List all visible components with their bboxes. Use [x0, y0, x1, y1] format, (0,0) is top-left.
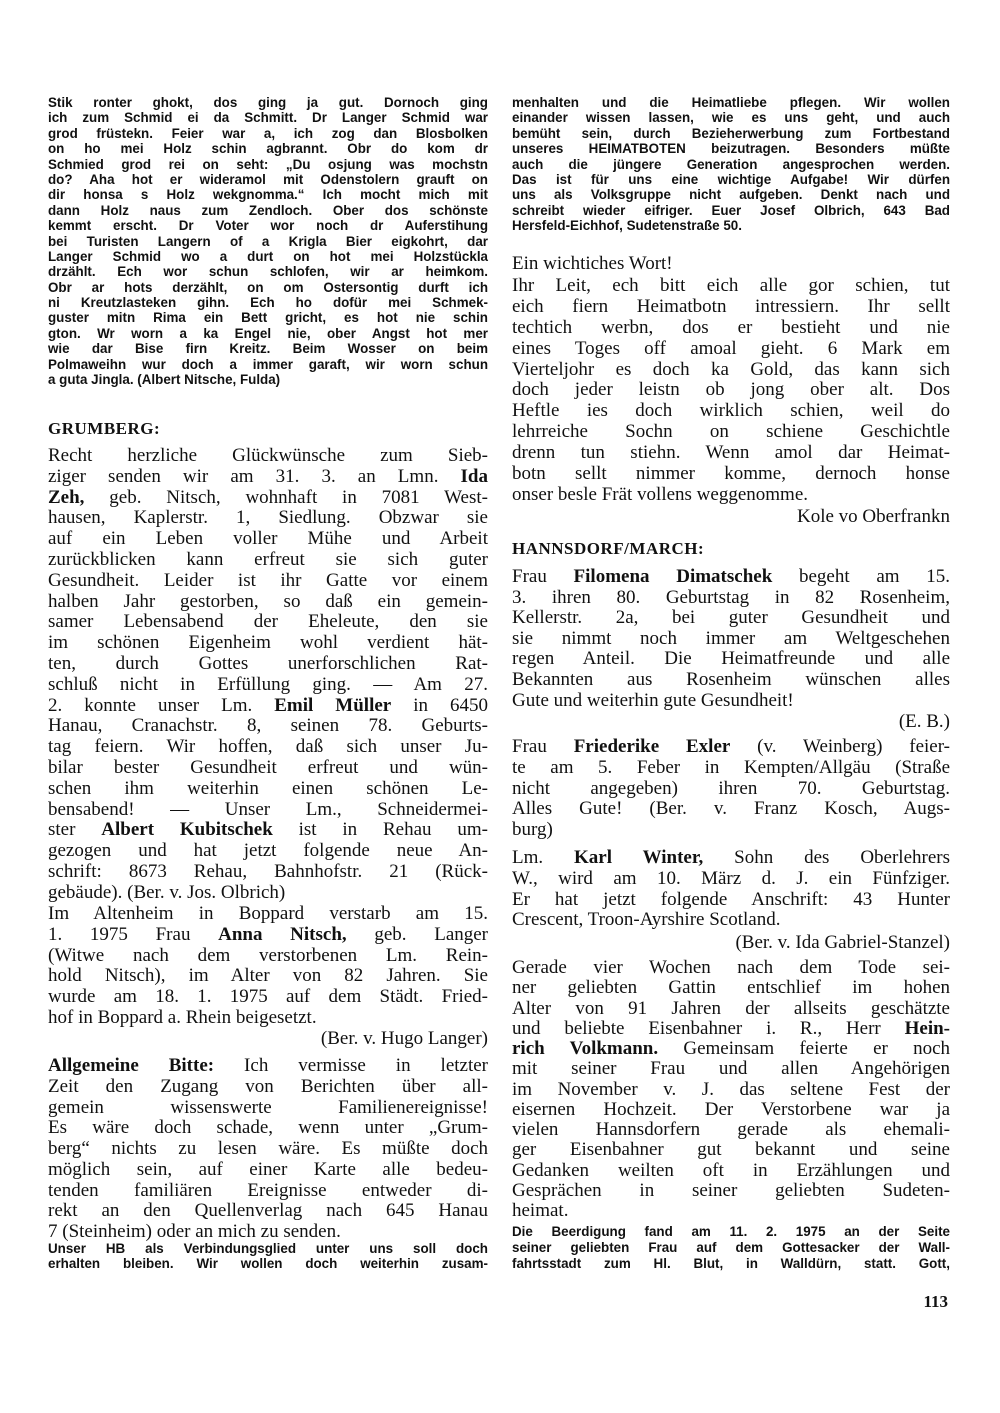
text-segment: gton. Wr worn a ka Engel nie, ober Angst hot mer — [48, 325, 488, 341]
text-segment: Langer Schmid wo a durt on hot mei Holzstückla — [48, 248, 488, 264]
text-segment: Heftle ies doch wirklich schien, weil do — [512, 400, 950, 422]
text-segment: Gesprächen in seiner geliebten Sudeten- — [512, 1179, 950, 1201]
text-line — [512, 485, 950, 506]
text-segment: zurückblicken kann erfreut sie sich guter — [48, 548, 488, 570]
text-segment: geb. Langer — [346, 923, 489, 945]
text-segment: ich zum Schmid ei da Schmitt. Dr Langer Schmid war — [48, 110, 488, 126]
text-segment: a guta Jingla. (Albert Nitsche, Fulda) — [48, 372, 281, 388]
bold-name-text: Olbrich, — [814, 202, 865, 218]
text-line — [48, 1077, 488, 1098]
text-segment: ziger senden wir am 31. 3. an Lmn. — [48, 465, 461, 487]
bold-name-text: Friederike Exler — [573, 736, 731, 757]
text-segment: halben Jahr gestorben, so daß ein gemein- — [48, 590, 488, 612]
text-segment: Gute und weiterhin gute Gesundheit! — [512, 689, 794, 711]
text-line — [512, 978, 950, 998]
text-segment: Recht herzliche Glückwünsche zum Sieb- — [48, 445, 488, 466]
text-line — [512, 649, 950, 670]
text-segment: Unser HB als Verbindungsglied unter uns soll doch — [48, 1241, 488, 1256]
text-segment: W., wird am 10. März d. J. ein Fünfziger. — [512, 867, 950, 889]
text-segment: Gerade vier Wochen nach dem Tode sei- — [512, 957, 950, 978]
text-line — [48, 1118, 488, 1139]
text-segment: bensabend! — Unser Lm., Schneidermei- — [48, 798, 488, 820]
text-segment: gezogen und hat jetzt folgende neue An- — [48, 840, 488, 862]
text-line — [48, 1256, 488, 1271]
text-segment: Obr ar hots derzählt, on om Ostersontig durft ich — [48, 279, 488, 295]
text-line — [48, 357, 488, 372]
bold-name-text: Zeh, — [48, 486, 85, 508]
text-line — [48, 187, 488, 202]
text-segment: gebäude). (Ber. v. Jos. Olbrich) — [48, 881, 286, 903]
text-segment: onser besle Frät vollens weggenomme. — [512, 483, 809, 505]
text-line — [48, 925, 488, 946]
text-segment: Hanau, Cranachstr. 8, seinen 78. Geburts- — [48, 715, 488, 737]
text-line — [512, 608, 950, 629]
text-segment: mit seiner Frau und allen Angehörigen — [512, 1058, 950, 1080]
text-line — [48, 716, 488, 737]
text-segment: techtich werbn, dos er bestieht und nie — [512, 316, 950, 338]
bold-name-text: Karl Winter, — [574, 847, 704, 868]
text-segment: uns als Volksgruppe nicht aufgeben. Denkt nach und — [512, 187, 950, 203]
text-line — [48, 1201, 488, 1222]
right-intro-paragraph — [512, 95, 950, 234]
text-line — [512, 297, 950, 318]
text-segment: erhalten bleiben. Wir wollen doch weiterhin zusam- — [48, 1256, 488, 1272]
text-line — [48, 110, 488, 125]
text-line — [48, 800, 488, 821]
text-line — [512, 1080, 950, 1100]
text-segment: sie nimmt noch immer am Weltgeschehen — [512, 627, 950, 649]
text-segment: im November v. J. das seltene Fest der — [512, 1078, 950, 1100]
text-line — [48, 1222, 488, 1243]
text-line — [48, 126, 488, 141]
text-line — [48, 633, 488, 654]
text-line — [48, 508, 488, 529]
text-line — [512, 1019, 950, 1039]
text-line — [48, 234, 488, 249]
text-segment: drzählt. Ech wor schun schlofen, wir ar heimkom. — [48, 264, 488, 280]
text-line — [512, 670, 950, 691]
text-segment: drenn tun stiehn. Wenn amol dar Heimat- — [512, 442, 950, 464]
text-segment: te am 5. Feber in Kempten/Allgäu (Straße — [512, 756, 950, 778]
text-segment: schreibt wieder eifriger. Euer Josef — [512, 202, 814, 218]
text-segment: Gemeinsam feierte er noch — [658, 1038, 950, 1059]
text-line — [512, 1039, 950, 1059]
text-line — [512, 1059, 950, 1079]
text-line — [48, 883, 488, 904]
text-segment: Sohn des Oberlehrers — [703, 847, 950, 868]
text-segment: lehrreiche Sochn on schiene Geschichtle — [512, 421, 950, 443]
text-line — [48, 675, 488, 696]
hannsdorf-paragraph-exler — [512, 737, 950, 841]
text-segment: heimat. — [512, 1200, 569, 1221]
text-segment: Ihr Leit, ech bitt eich alle gor schien, tut — [512, 275, 950, 296]
wort-paragraph — [512, 276, 950, 506]
text-segment: Hersfeld-Eichhof, Sudetenstraße 50. — [512, 218, 742, 234]
text-segment: Es wäre doch schade, wenn unter „Grum- — [48, 1117, 488, 1139]
text-segment: Gesundheit. Leider ist ihr Gatte vor einem — [48, 569, 488, 591]
bold-name-text: rich Volkmann. — [512, 1038, 659, 1059]
grumberg-paragraph-birthdays — [48, 446, 488, 904]
text-line — [512, 1240, 950, 1256]
text-segment: wurde am 18. 1. 1975 auf dem Städt. Fried- — [48, 986, 488, 1008]
text-line — [48, 1160, 488, 1181]
text-segment: Alles Gute! (Ber. v. Franz Kosch, Augs- — [512, 798, 950, 820]
text-segment: hof in Boppard a. Rhein beigesetzt. — [48, 1006, 317, 1028]
text-segment: menhalten und die Heimatliebe pflegen. Wir wollen — [512, 95, 950, 110]
bold-name-text: Anna Nitsch, — [218, 923, 347, 945]
text-line — [48, 326, 488, 341]
bold-name-text: Albert Kubitschek — [101, 819, 273, 841]
text-segment: doch jeder leistn ob jong ober alt. Dos — [512, 379, 950, 401]
bold-name-text: Ida — [460, 465, 488, 487]
bold-name-text: Allgemeine Bitte: — [48, 1055, 215, 1076]
text-line — [48, 1139, 488, 1160]
text-line — [512, 187, 950, 202]
text-segment: eisernen Hochzeit. Der Verstorbene war ja — [512, 1098, 950, 1120]
text-segment: samer Lebensabend der Eheleute, den sie — [48, 611, 488, 633]
text-line — [512, 443, 950, 464]
text-line — [48, 529, 488, 550]
text-line — [48, 550, 488, 571]
text-segment: geb. Nitsch, wohnhaft in 7081 West- — [84, 486, 488, 508]
text-segment: fahrtsstadt zum Hl. Blut, in Walldürn, statt. Gott, — [512, 1256, 950, 1271]
text-line — [512, 157, 950, 172]
text-segment: Polmaweihn wur doch a immer garaft, wir worn schun — [48, 356, 488, 372]
text-line — [48, 295, 488, 310]
text-line — [512, 758, 950, 779]
text-segment: hold Nitsch), im Alter von 82 Jahren. Sie — [48, 965, 488, 987]
text-segment: in 6450 — [391, 694, 488, 716]
text-segment: Stik ronter ghokt, dos ging ja gut. Dornoch ging — [48, 95, 488, 110]
text-segment: (v. Weinberg) feier- — [730, 736, 951, 757]
text-line — [512, 141, 950, 156]
text-line — [48, 1241, 488, 1256]
text-line — [512, 737, 950, 758]
bold-name-text: Emil Müller — [274, 694, 392, 716]
wort-signature: Kole vo Oberfrankn — [796, 506, 950, 527]
text-line — [48, 987, 488, 1008]
text-line — [512, 890, 950, 911]
text-segment: auch die jüngere Generation angesprochen werden. — [512, 156, 950, 172]
text-segment: ner geliebten Gattin entschlief im hohen — [512, 977, 950, 999]
text-line — [48, 280, 488, 295]
text-segment: 2. konnte unser Lm. — [48, 694, 275, 716]
hannsdorf-paragraph-volkmann — [512, 958, 950, 1221]
dimatschek-credit: (E. B.) — [898, 711, 950, 732]
hannsdorf-paragraph-dimatschek — [512, 567, 950, 711]
text-line — [48, 966, 488, 987]
text-segment: guster mitn Rima ein Bett gricht, es hot nie schin — [48, 310, 488, 326]
left-outro-paragraph — [48, 1241, 488, 1272]
text-line — [48, 264, 488, 279]
text-line — [512, 1201, 950, 1221]
text-line — [512, 360, 950, 381]
section-heading-hannsdorf: HANNSDORF/MARCH: — [512, 539, 705, 558]
text-segment: regen Anteil. Die Heimatfreunde und alle — [512, 648, 950, 670]
text-line — [48, 904, 488, 925]
text-line — [512, 422, 950, 443]
text-line — [48, 862, 488, 883]
text-line — [48, 820, 488, 841]
text-line — [48, 696, 488, 717]
text-segment: hausen, Kaplerstr. 1, Siedlung. Obzwar sie — [48, 507, 488, 529]
winter-credit: (Ber. v. Ida Gabriel-Stanzel) — [735, 932, 950, 953]
text-line — [512, 276, 950, 297]
text-line — [48, 218, 488, 233]
text-segment: 7 (Steinheim) oder an mich zu senden. — [48, 1221, 341, 1242]
text-segment: 3. ihren 80. Geburtstag in 82 Rosenheim, — [512, 586, 950, 608]
text-segment: grod früstekn. Feier war a, ich zog dan Blosbolken — [48, 125, 488, 141]
text-line — [48, 1181, 488, 1202]
text-line — [512, 1161, 950, 1181]
text-line — [48, 341, 488, 356]
text-segment: schen ihm weiterhin einen schönen Le- — [48, 777, 488, 799]
text-segment: eich fiern Heimatbotn intressiern. Ihr sellt — [512, 295, 950, 317]
text-line — [512, 464, 950, 485]
text-line — [48, 141, 488, 156]
text-segment: nicht angegeben) ihren 70. Geburtstag. — [512, 777, 950, 799]
text-line — [48, 1008, 488, 1029]
text-line — [512, 401, 950, 422]
text-segment: (Witwe nach dem verstorbenen Lm. Rein- — [48, 944, 488, 966]
text-segment: 643 Bad — [864, 202, 950, 218]
hannsdorf-paragraph-winter — [512, 848, 950, 931]
text-segment: und beliebte Eisenbahner i. R., Herr — [512, 1017, 905, 1039]
text-segment: Schmied grod rei on seht: „Du osjung was mochstn — [48, 156, 488, 172]
text-segment: gemein wissenswerte Familienereignisse! — [48, 1096, 488, 1118]
text-line — [512, 799, 950, 820]
text-line — [48, 95, 488, 110]
text-line — [48, 310, 488, 325]
text-segment: Alter von 91 Jahren der allseits geschätzte — [512, 997, 950, 1019]
right-outro-paragraph — [512, 1224, 950, 1272]
text-line — [512, 172, 950, 187]
text-segment: botn sellt nimmer komme, dernoch honse — [512, 463, 950, 485]
text-line — [512, 203, 950, 218]
text-segment: bilar bester Gesundheit erfreut und wün- — [48, 756, 488, 778]
text-line — [48, 446, 488, 467]
text-line — [512, 1181, 950, 1201]
text-line — [512, 218, 950, 233]
text-line — [48, 779, 488, 800]
text-line — [512, 110, 950, 125]
text-line — [48, 612, 488, 633]
text-line — [48, 571, 488, 592]
text-line — [48, 157, 488, 172]
text-line — [48, 737, 488, 758]
text-segment: ist in Rehau um- — [272, 819, 488, 841]
text-segment: dann Holz naus zum Zendloch. Ober dos schönste — [48, 202, 488, 218]
text-line — [48, 1056, 488, 1077]
text-segment: möglich sein, auf einer Karte alle bedeu- — [48, 1158, 488, 1180]
text-line — [48, 488, 488, 509]
text-segment: 1. 1975 Frau — [48, 923, 219, 945]
section-subheading-wort: Ein wichtiches Wort! — [512, 253, 673, 274]
text-line — [512, 691, 950, 712]
text-segment: Frau — [512, 566, 574, 587]
text-segment: Crescent, Troon-Ayrshire Scotland. — [512, 909, 781, 931]
section-heading-grumberg: GRUMBERG: — [48, 419, 161, 438]
text-line — [512, 588, 950, 609]
text-line — [48, 172, 488, 187]
text-segment: ster — [48, 819, 102, 841]
text-line — [512, 848, 950, 869]
text-segment: Zeit den Zugang von Berichten über all- — [48, 1075, 488, 1097]
text-segment: on ho mei Holz schin agbrannt. Obr do kom dr — [48, 141, 488, 157]
text-line — [512, 820, 950, 841]
text-segment: seiner geliebten Frau auf dem Gottesacker der Wall- — [512, 1240, 950, 1255]
text-segment: Lm. — [512, 847, 575, 868]
text-segment: kemmt erscht. Dr Voter wor noch dr Auferstihung — [48, 218, 488, 234]
text-segment: eines Toges off amoal gieht. 6 Mark em — [512, 337, 950, 359]
text-line — [48, 654, 488, 675]
bold-name-text: Filomena Dimatschek — [573, 566, 773, 587]
text-segment: berg“ nichts zu lesen wäre. Es müßte doch — [48, 1138, 488, 1159]
text-segment: ger Eisenbahner gut bekannt und seine — [512, 1139, 950, 1161]
text-segment: Bekannten aus Rosenheim wünschen alles — [512, 668, 950, 690]
text-segment: burg) — [512, 819, 553, 841]
text-line — [48, 203, 488, 218]
text-segment: Ich vermisse in letzter — [214, 1055, 488, 1076]
text-segment: tenden familiären Ereignisse entweder di- — [48, 1179, 488, 1201]
text-line — [512, 567, 950, 588]
text-line — [512, 958, 950, 978]
bold-name-text: Hein- — [904, 1017, 950, 1039]
text-line — [48, 372, 488, 387]
page-number: 113 — [923, 1292, 948, 1311]
text-line — [48, 946, 488, 967]
text-line — [512, 1140, 950, 1160]
text-line — [48, 758, 488, 779]
text-segment: Gedanken weilten oft in Erzählungen und — [512, 1159, 950, 1181]
text-line — [48, 467, 488, 488]
text-segment: tag feiern. Wir hoffen, daß sich unser Ju- — [48, 736, 488, 758]
text-line — [512, 910, 950, 931]
text-segment: ni Kreutzlasteken gihn. Ech ho dofür mei Schmek- — [48, 295, 488, 311]
obituary-credit: (Ber. v. Hugo Langer) — [320, 1028, 488, 1049]
text-line — [48, 249, 488, 264]
text-segment: bei Turisten Langern of a Krigla Bier eigkohrt, dar — [48, 233, 488, 249]
text-line — [512, 1256, 950, 1272]
text-line — [48, 592, 488, 613]
text-line — [512, 126, 950, 141]
text-segment: begeht am 15. — [772, 566, 950, 587]
text-segment: einander wissen lassen, wie es uns geht, und auch — [512, 110, 950, 126]
text-line — [512, 1224, 950, 1240]
text-line — [512, 339, 950, 360]
text-line — [512, 869, 950, 890]
text-segment: schrift: 8673 Rehau, Bahnhofstr. 21 (Rück- — [48, 860, 488, 882]
text-line — [512, 629, 950, 650]
text-line — [512, 999, 950, 1019]
text-segment: vielen Hannsdorfern gerade als ehemali- — [512, 1119, 950, 1140]
allgemeine-bitte-paragraph — [48, 1056, 488, 1243]
text-segment: auf ein Leben voller Mühe und Arbeit — [48, 528, 488, 550]
text-segment: wie dar Bise firn Kreitz. Beim Wosser on beim — [48, 341, 488, 357]
text-segment: Im Altenheim in Boppard verstarb am 15. — [48, 903, 488, 924]
text-segment: Er hat jetzt folgende Anschrift: 43 Hunter — [512, 888, 950, 910]
grumberg-paragraph-obituary — [48, 904, 488, 1029]
text-segment: schluß nicht in Erfüllung ging. — Am 27. — [48, 673, 488, 695]
text-segment: Kellerstr. 2a, bei guter Gesundheit und — [512, 607, 950, 629]
text-line — [512, 318, 950, 339]
text-segment: dir honsa s Holz wekgnomma.“ Ich mocht mich mit — [48, 187, 488, 203]
text-line — [512, 779, 950, 800]
text-segment: rekt an den Quellenverlag nach 645 Hanau — [48, 1200, 488, 1222]
text-line — [48, 841, 488, 862]
text-line — [512, 95, 950, 110]
text-segment: ten, durch Gottes unerforschlichen Rat- — [48, 652, 488, 674]
text-segment: unseres HEIMATBOTEN beizutragen. Besonders müßte — [512, 141, 950, 157]
text-segment: Vierteljohr es doch ka Gold, das kann sich — [512, 358, 950, 380]
text-segment: Das ist für uns eine wichtige Aufgabe! Wir dürfen — [512, 171, 950, 187]
text-segment: Frau — [512, 736, 574, 757]
text-segment: im schönen Eigenheim wohl verdient hät- — [48, 632, 488, 654]
text-line — [512, 380, 950, 401]
text-line — [512, 1100, 950, 1120]
text-line — [512, 1120, 950, 1140]
text-segment: Die Beerdigung fand am 11. 2. 1975 an der Seite — [512, 1224, 950, 1239]
text-segment: do? Aha hot er wideramol mit Odenstolern grauft on — [48, 171, 488, 187]
left-intro-paragraph — [48, 95, 488, 387]
text-segment: bemüht sein, durch Bezieherwerbung zum Fortbestand — [512, 125, 950, 141]
text-line — [48, 1098, 488, 1119]
